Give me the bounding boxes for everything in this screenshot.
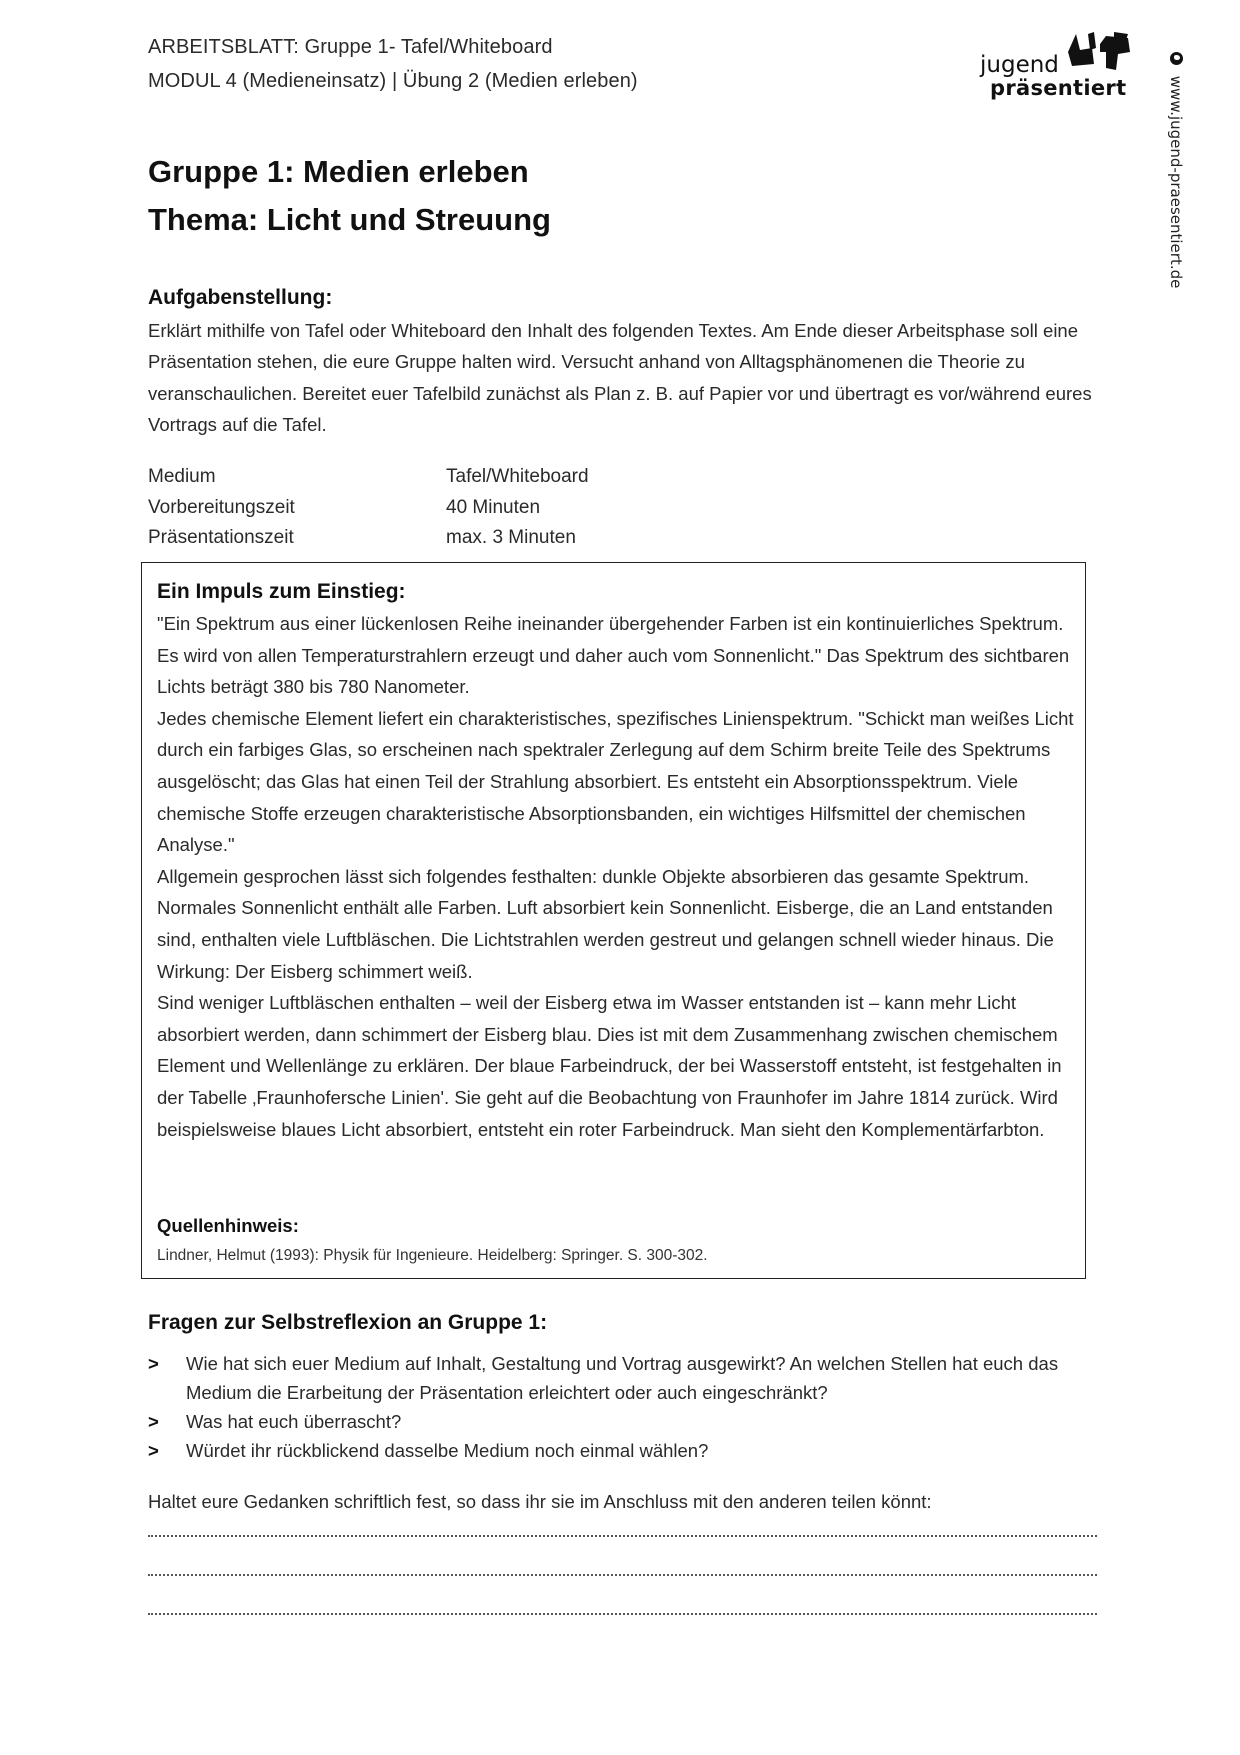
- impulse-paragraph: Sind weniger Luftbläschen enthalten – weil der Eisberg etwa im Wasser entstanden ist – kann mehr Licht absorbiert werden, dann schimmert der Eisberg blau. Dies ist mit dem Zusammenhang zwischen chemischem Element und Wellenlänge zu erklären. Der blaue Farbeindruck, der bei Wasserstoff entsteht, ist festgehalten in der Tabelle ‚Fraunhofersche Linien'. Sie geht auf die Beobachtung von Fraunhofer im Jahre 1814 zurück. Wird beispielsweise blaues Licht absorbiert, entsteht ein roter Farbeindruck. Man sieht den Komplementärfarbton.: [157, 992, 1062, 1140]
- info-label: Vorbereitungszeit: [148, 496, 295, 518]
- task-heading: Aufgabenstellung:: [148, 286, 333, 309]
- worksheet-header-title: ARBEITSBLATT: Gruppe 1- Tafel/Whiteboard: [148, 36, 553, 58]
- jugend-praesentiert-logo: [980, 30, 1140, 110]
- info-table: [148, 462, 589, 554]
- impulse-paragraph: "Ein Spektrum aus einer lückenlosen Reihe ineinander übergehender Farben ist ein kontinuierliches Spektrum. Es wird von allen Temperaturstrahlern erzeugt und daher auch vom Sonnenlicht." Das Spektrum des sichtbaren Lichts beträgt 380 bis 780 Nanometer.: [157, 613, 1070, 698]
- question-item: [148, 1407, 1098, 1436]
- info-value: max. 3 Minuten: [446, 527, 576, 548]
- impulse-text: [157, 608, 1082, 1145]
- question-item: [148, 1349, 1098, 1407]
- page-title: Gruppe 1: Medien erleben: [148, 154, 529, 189]
- question-text: Was hat euch überrascht?: [186, 1411, 402, 1432]
- impulse-heading: Ein Impuls zum Einstieg:: [157, 580, 406, 603]
- question-item: [148, 1436, 1098, 1465]
- impulse-paragraph: Jedes chemische Element liefert ein charakteristisches, spezifisches Linienspektrum. "Schickt man weißes Licht durch ein farbiges Glas, so erscheinen nach spektraler Zerlegung auf dem Schirm breite Teile des Spektrums ausgelöscht; das Glas hat einen Teil der Strahlung absorbiert. Es entsteht ein Absorptionsspektrum. Viele chemische Stoffe erzeugen charakteristische Absorptionsbanden, ein wichtiges Hilfsmittel der chemischen Analyse.": [157, 707, 1074, 856]
- chevron-right-icon: >: [148, 1353, 159, 1374]
- answer-line-1[interactable]: [148, 1535, 1097, 1537]
- logo-mark-icon: [1066, 30, 1136, 72]
- impulse-paragraph: Allgemein gesprochen lässt sich folgendes festhalten: dunkle Objekte absorbieren das gesamte Spektrum. Normales Sonnenlicht enthält alle Farben. Luft absorbiert kein Sonnenlicht. Eisberge, die an Land entstanden sind, enthalten viele Luftbläschen. Die Lichtstrahlen werden gestreut und gelangen schnell wieder hinaus. Die Wirkung: Der Eisberg schimmert weiß.: [157, 865, 1054, 982]
- logo-word-jugend: jugend: [980, 52, 1059, 78]
- globe-icon: [1170, 52, 1183, 65]
- reflection-questions: [148, 1349, 1098, 1465]
- reflection-heading: Fragen zur Selbstreflexion an Gruppe 1:: [148, 1311, 548, 1334]
- worksheet-header-module: MODUL 4 (Medieneinsatz) | Übung 2 (Medien erleben): [148, 70, 638, 92]
- page-subtitle: Thema: Licht und Streuung: [148, 202, 551, 237]
- source-citation: Lindner, Helmut (1993): Physik für Ingenieure. Heidelberg: Springer. S. 300-302.: [157, 1247, 708, 1264]
- task-description: Erklärt mithilfe von Tafel oder Whiteboard den Inhalt des folgenden Textes. Am Ende dieser Arbeitsphase soll eine Präsentation stehen, die eure Gruppe halten wird. Versucht anhand von Alltagsphänomenen die Theorie zu veranschaulichen. Bereitet euer Tafelbild zunächst als Plan z. B. auf Papier vor und übertragt es vor/während eures Vortrags auf die Tafel.: [148, 320, 1092, 436]
- info-row-presentation-time: [148, 523, 589, 554]
- question-text: Wie hat sich euer Medium auf Inhalt, Gestaltung und Vortrag ausgewirkt? An welchen Stellen hat euch das Medium die Erarbeitung der Präsentation erleichtert oder auch eingeschränkt?: [186, 1353, 1059, 1403]
- info-label: Präsentationszeit: [148, 527, 294, 548]
- chevron-right-icon: >: [148, 1440, 159, 1461]
- chevron-right-icon: >: [148, 1411, 159, 1432]
- impulse-box: [141, 562, 1086, 1279]
- logo-word-praesentiert: präsentiert: [990, 76, 1127, 100]
- info-row-medium: [148, 462, 589, 493]
- answer-line-3[interactable]: [148, 1613, 1097, 1615]
- source-heading: Quellenhinweis:: [157, 1215, 299, 1236]
- info-value: Tafel/Whiteboard: [446, 466, 589, 487]
- side-website-url: [1167, 52, 1185, 288]
- answer-line-2[interactable]: [148, 1574, 1097, 1576]
- website-url-text: www.jugend-praesentiert.de: [1167, 75, 1185, 289]
- info-row-preparation-time: [148, 493, 589, 524]
- question-text: Würdet ihr rückblickend dasselbe Medium noch einmal wählen?: [186, 1440, 709, 1461]
- info-label: Medium: [148, 466, 216, 487]
- info-value: 40 Minuten: [446, 496, 541, 518]
- writing-prompt: Haltet eure Gedanken schriftlich fest, so dass ihr sie im Anschluss mit den anderen teilen könnt:: [148, 1491, 932, 1512]
